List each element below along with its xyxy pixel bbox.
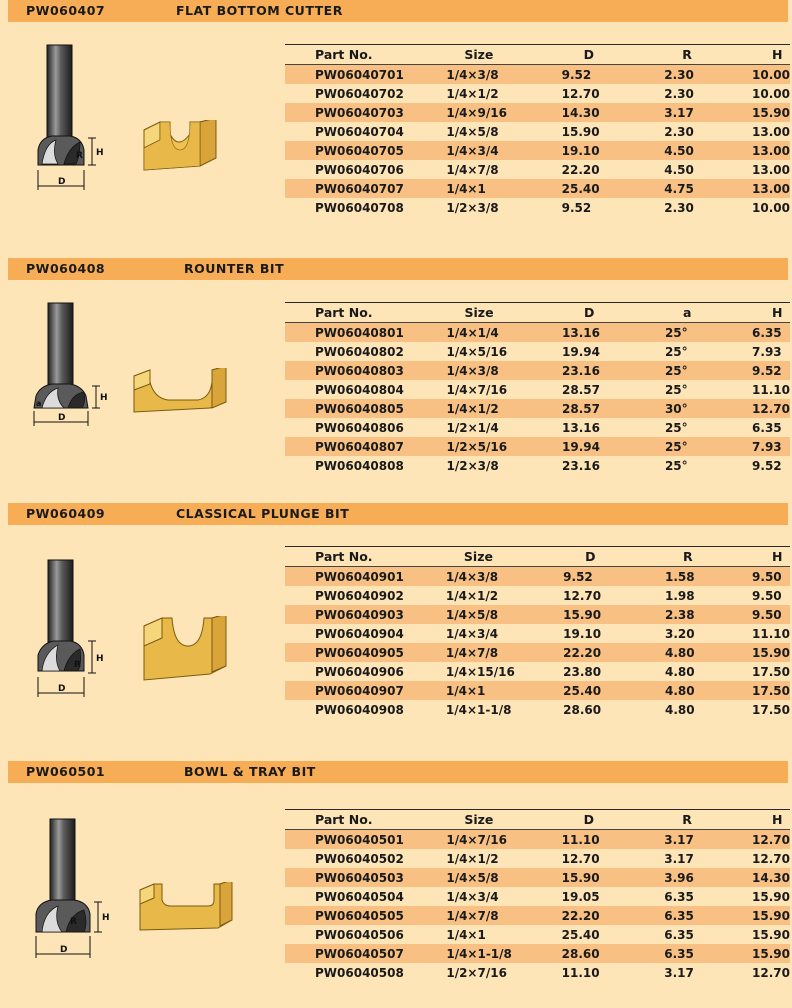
table-row <box>285 323 790 343</box>
cell-part-no: PW06040505 <box>285 906 432 925</box>
diagram-label-h: H <box>96 148 104 158</box>
cell-part-no: PW06040501 <box>285 830 432 850</box>
diagram-label-r: R <box>76 151 83 161</box>
cell-d: 12.70 <box>561 851 600 866</box>
cell-size: 1/4×5/8 <box>432 605 555 624</box>
section-code: PW060501 <box>26 764 106 779</box>
cell-part-no: PW06040702 <box>315 86 404 101</box>
column-header: D <box>555 547 653 567</box>
cell-h: 14.30 <box>744 868 790 887</box>
table-header-row <box>285 303 790 323</box>
table-row <box>285 103 790 122</box>
table-row <box>285 399 790 418</box>
cell-d: 25.40 <box>561 927 600 942</box>
cell-part-no: PW06040508 <box>315 965 404 980</box>
cell-h: 15.90 <box>752 889 790 904</box>
cell-h: 13.00 <box>744 141 790 160</box>
cell-d: 23.80 <box>563 664 602 679</box>
cell-size: 1/4×15/16 <box>445 664 515 679</box>
cell-d: 19.94 <box>554 437 653 456</box>
cell-r: 3.17 <box>652 103 744 122</box>
column-header: R <box>653 547 744 567</box>
column-header: R <box>652 45 744 65</box>
cell-d: 25.40 <box>555 681 653 700</box>
section-header <box>8 503 788 525</box>
cell-a: 25° <box>653 437 744 456</box>
section-code: PW060409 <box>26 506 106 521</box>
table-row <box>285 84 790 103</box>
cell-r: 3.17 <box>652 830 744 850</box>
diagram-label-h: H <box>100 393 108 403</box>
cell-d: 12.70 <box>563 588 602 603</box>
cell-h: 17.50 <box>744 681 790 700</box>
column-header: D <box>554 810 653 830</box>
cell-part-no: PW06040706 <box>315 162 404 177</box>
table-row <box>285 624 790 643</box>
cell-a: 25° <box>653 323 744 343</box>
cell-size: 1/2×3/8 <box>446 458 499 473</box>
table-row <box>285 605 790 624</box>
cell-part-no: PW06040806 <box>315 420 404 435</box>
column-header: D <box>554 45 653 65</box>
cell-h: 9.50 <box>744 605 790 624</box>
column-header: H <box>744 303 790 323</box>
table-row <box>285 586 790 605</box>
cell-part-no: PW06040907 <box>285 681 432 700</box>
section-header <box>8 258 788 280</box>
cell-part-no: PW06040807 <box>285 437 433 456</box>
table-header-row <box>285 547 790 567</box>
cell-d: 28.60 <box>563 702 602 717</box>
cell-r: 6.35 <box>652 906 744 925</box>
cell-r: 2.30 <box>664 86 694 101</box>
cell-d: 23.16 <box>554 361 653 380</box>
cell-h: 6.35 <box>752 420 782 435</box>
cell-part-no: PW06040901 <box>285 567 432 587</box>
cell-part-no: PW06040507 <box>285 944 432 963</box>
cell-d: 19.94 <box>562 344 600 359</box>
section-title: FLAT BOTTOM CUTTER <box>176 3 343 18</box>
cell-size: 1/2×3/8 <box>446 200 499 215</box>
bit-diagram <box>28 298 112 428</box>
table-row <box>285 342 790 361</box>
table-header-row <box>285 810 790 830</box>
table-row <box>285 925 790 944</box>
section-title: CLASSICAL PLUNGE BIT <box>176 506 350 521</box>
column-header: H <box>744 45 790 65</box>
cell-h: 11.10 <box>752 626 790 641</box>
profile-cut-diagram <box>138 120 223 175</box>
column-header: Part No. <box>285 303 433 323</box>
cell-size: 1/4×1/2 <box>446 851 499 866</box>
cell-size: 1/4×5/16 <box>446 344 508 359</box>
cell-part-no: PW06040903 <box>285 605 432 624</box>
column-header: R <box>652 810 744 830</box>
column-header: D <box>554 303 653 323</box>
cell-h: 15.90 <box>752 927 790 942</box>
cell-a: 25° <box>653 361 744 380</box>
table-row <box>285 662 790 681</box>
cell-h: 13.00 <box>752 124 790 139</box>
cell-part-no: PW06040902 <box>315 588 404 603</box>
profile-cut-diagram <box>140 616 230 684</box>
spec-table <box>285 44 790 217</box>
table-row <box>285 437 790 456</box>
diagram-label-r: R <box>74 660 81 670</box>
cell-h: 6.35 <box>744 323 790 343</box>
cell-d: 23.16 <box>562 458 600 473</box>
cell-part-no: PW06040707 <box>285 179 432 198</box>
cell-d: 25.40 <box>554 179 653 198</box>
cell-size: 1/4×5/8 <box>432 868 553 887</box>
cell-h: 9.50 <box>752 588 782 603</box>
cell-size: 1/4×1 <box>432 681 555 700</box>
table-row <box>285 944 790 963</box>
cell-r: 4.75 <box>652 179 744 198</box>
table-row <box>285 122 790 141</box>
diagram-label-d: D <box>58 413 66 423</box>
column-header: Size <box>433 303 555 323</box>
cell-size: 1/4×3/8 <box>433 361 555 380</box>
profile-cut-diagram <box>136 882 236 934</box>
table-row <box>285 141 790 160</box>
cell-h: 10.00 <box>752 86 790 101</box>
cell-d: 22.20 <box>561 162 600 177</box>
bit-diagram <box>30 40 110 195</box>
cell-size: 1/4×3/4 <box>446 889 499 904</box>
cell-h: 15.90 <box>744 944 790 963</box>
bit-diagram <box>30 814 114 960</box>
cell-r: 4.50 <box>664 162 694 177</box>
diagram-label-h: H <box>102 913 110 923</box>
cell-h: 12.70 <box>744 399 790 418</box>
cell-d: 13.16 <box>562 420 600 435</box>
cell-part-no: PW06040908 <box>315 702 404 717</box>
column-header: H <box>744 810 790 830</box>
cell-part-no: PW06040502 <box>315 851 404 866</box>
table-row <box>285 179 790 198</box>
cell-h: 10.00 <box>744 65 790 85</box>
table-row <box>285 887 790 906</box>
cell-size: 1/4×1-1/8 <box>445 702 512 717</box>
table-row <box>285 868 790 887</box>
cell-d: 9.52 <box>555 567 653 587</box>
cell-h: 15.90 <box>744 906 790 925</box>
table-row <box>285 643 790 662</box>
table-row <box>285 906 790 925</box>
cell-d: 11.10 <box>561 965 600 980</box>
cell-size: 1/4×3/4 <box>432 141 553 160</box>
cell-h: 7.93 <box>744 437 790 456</box>
cell-part-no: PW06040506 <box>315 927 404 942</box>
cell-d: 28.57 <box>554 399 653 418</box>
cell-h: 15.90 <box>744 643 790 662</box>
cell-h: 13.00 <box>752 162 790 177</box>
cell-size: 1/4×1/4 <box>433 323 555 343</box>
cell-size: 1/4×1/2 <box>445 588 499 603</box>
cell-d: 28.60 <box>554 944 653 963</box>
cell-part-no: PW06040703 <box>285 103 432 122</box>
table-row <box>285 700 790 719</box>
cell-size: 1/4×7/8 <box>432 643 555 662</box>
cell-part-no: PW06040804 <box>315 382 404 397</box>
column-header: H <box>744 547 790 567</box>
cell-part-no: PW06040905 <box>285 643 432 662</box>
cell-h: 12.70 <box>744 830 790 850</box>
table-row <box>285 830 790 850</box>
cell-size: 1/2×5/16 <box>433 437 555 456</box>
cell-h: 15.90 <box>744 103 790 122</box>
cell-part-no: PW06040802 <box>315 344 404 359</box>
bit-diagram <box>30 555 110 700</box>
table-header-row <box>285 45 790 65</box>
table-row <box>285 681 790 700</box>
cell-r: 2.30 <box>664 200 694 215</box>
section-code: PW060408 <box>26 261 106 276</box>
column-header: Size <box>432 45 553 65</box>
column-header: Part No. <box>285 45 432 65</box>
cell-r: 4.50 <box>652 141 744 160</box>
cell-size: 1/4×1-1/8 <box>432 944 553 963</box>
cell-size: 1/2×1/4 <box>446 420 499 435</box>
cell-size: 1/4×1/2 <box>433 399 555 418</box>
cell-h: 7.93 <box>752 344 782 359</box>
cell-d: 14.30 <box>554 103 653 122</box>
cell-d: 15.90 <box>555 605 653 624</box>
cell-size: 1/4×3/4 <box>445 626 499 641</box>
table-row <box>285 418 790 437</box>
spec-table <box>285 546 790 719</box>
cell-h: 17.50 <box>752 702 790 717</box>
cell-a: 25° <box>664 458 688 473</box>
cell-part-no: PW06040708 <box>315 200 404 215</box>
section-title: BOWL & TRAY BIT <box>184 764 316 779</box>
column-header: Part No. <box>285 810 432 830</box>
table-row <box>285 198 790 217</box>
cell-a: 25° <box>664 420 688 435</box>
cell-r: 1.58 <box>653 567 744 587</box>
section-code: PW060407 <box>26 3 106 18</box>
cell-part-no: PW06040503 <box>285 868 432 887</box>
section-header <box>8 0 788 22</box>
column-header: a <box>653 303 744 323</box>
cell-size: 1/2×7/16 <box>446 965 507 980</box>
column-header: Part No. <box>285 547 432 567</box>
cell-part-no: PW06040704 <box>315 124 404 139</box>
cell-h: 12.70 <box>752 965 790 980</box>
cell-d: 13.16 <box>554 323 653 343</box>
table-row <box>285 849 790 868</box>
cell-r: 4.80 <box>653 681 744 700</box>
cell-part-no: PW06040803 <box>285 361 433 380</box>
cell-d: 15.90 <box>554 868 653 887</box>
cell-d: 12.70 <box>561 86 600 101</box>
cell-r: 1.98 <box>665 588 695 603</box>
cell-r: 2.30 <box>664 124 694 139</box>
cell-d: 11.10 <box>554 830 653 850</box>
cell-size: 1/4×3/8 <box>432 567 555 587</box>
section-header <box>8 761 788 783</box>
cell-r: 3.96 <box>652 868 744 887</box>
diagram-label-d: D <box>58 177 66 187</box>
cell-part-no: PW06040808 <box>315 458 404 473</box>
cell-h: 9.50 <box>744 567 790 587</box>
column-header: Size <box>432 810 553 830</box>
cell-d: 9.52 <box>561 200 592 215</box>
cell-d: 19.10 <box>563 626 602 641</box>
cell-r: 6.35 <box>664 889 694 904</box>
diagram-label-r: R <box>70 917 77 927</box>
cell-part-no: PW06040805 <box>285 399 433 418</box>
cell-part-no: PW06040701 <box>285 65 432 85</box>
table-row <box>285 567 790 587</box>
diagram-label-h: H <box>96 654 104 664</box>
cell-r: 2.30 <box>652 65 744 85</box>
cell-h: 12.70 <box>752 851 790 866</box>
table-row <box>285 456 790 475</box>
cell-size: 1/4×7/16 <box>446 382 508 397</box>
cell-size: 1/4×9/16 <box>432 103 553 122</box>
cell-r: 3.17 <box>664 965 694 980</box>
cell-h: 11.10 <box>752 382 790 397</box>
cell-r: 3.17 <box>664 851 694 866</box>
cell-size: 1/4×1 <box>446 927 486 942</box>
cell-r: 3.20 <box>665 626 695 641</box>
cell-part-no: PW06040906 <box>315 664 404 679</box>
cell-r: 4.80 <box>665 664 695 679</box>
table-row <box>285 361 790 380</box>
spec-table <box>285 809 790 982</box>
cell-d: 19.05 <box>561 889 600 904</box>
cell-r: 4.80 <box>665 702 695 717</box>
cell-a: 25° <box>664 382 688 397</box>
cell-h: 13.00 <box>744 179 790 198</box>
cell-h: 9.52 <box>744 361 790 380</box>
cell-part-no: PW06040904 <box>315 626 404 641</box>
cell-r: 6.35 <box>652 944 744 963</box>
cell-h: 9.52 <box>752 458 782 473</box>
cell-size: 1/4×1/2 <box>446 86 499 101</box>
cell-size: 1/4×3/8 <box>432 65 553 85</box>
diagram-label-a: a <box>36 399 42 408</box>
cell-size: 1/4×7/8 <box>432 906 553 925</box>
cell-h: 17.50 <box>752 664 790 679</box>
cell-size: 1/4×1 <box>432 179 553 198</box>
cell-a: 25° <box>664 344 688 359</box>
cell-d: 22.20 <box>554 906 653 925</box>
cell-d: 22.20 <box>555 643 653 662</box>
cell-a: 30° <box>653 399 744 418</box>
cell-size: 1/4×7/8 <box>446 162 499 177</box>
table-row <box>285 380 790 399</box>
cell-h: 10.00 <box>752 200 790 215</box>
cell-d: 15.90 <box>561 124 600 139</box>
cell-part-no: PW06040504 <box>315 889 404 904</box>
column-header: Size <box>432 547 555 567</box>
cell-d: 9.52 <box>554 65 653 85</box>
cell-r: 6.35 <box>664 927 694 942</box>
table-row <box>285 160 790 179</box>
diagram-label-d: D <box>58 684 66 694</box>
cell-r: 2.38 <box>653 605 744 624</box>
table-row <box>285 65 790 85</box>
cell-d: 19.10 <box>554 141 653 160</box>
diagram-label-d: D <box>60 945 68 955</box>
cell-r: 4.80 <box>653 643 744 662</box>
cell-d: 28.57 <box>562 382 600 397</box>
profile-cut-diagram <box>130 368 230 418</box>
spec-table <box>285 302 790 475</box>
table-row <box>285 963 790 982</box>
cell-part-no: PW06040801 <box>285 323 433 343</box>
section-title: ROUNTER BIT <box>184 261 285 276</box>
cell-part-no: PW06040705 <box>285 141 432 160</box>
cell-size: 1/4×5/8 <box>446 124 499 139</box>
cell-size: 1/4×7/16 <box>432 830 553 850</box>
